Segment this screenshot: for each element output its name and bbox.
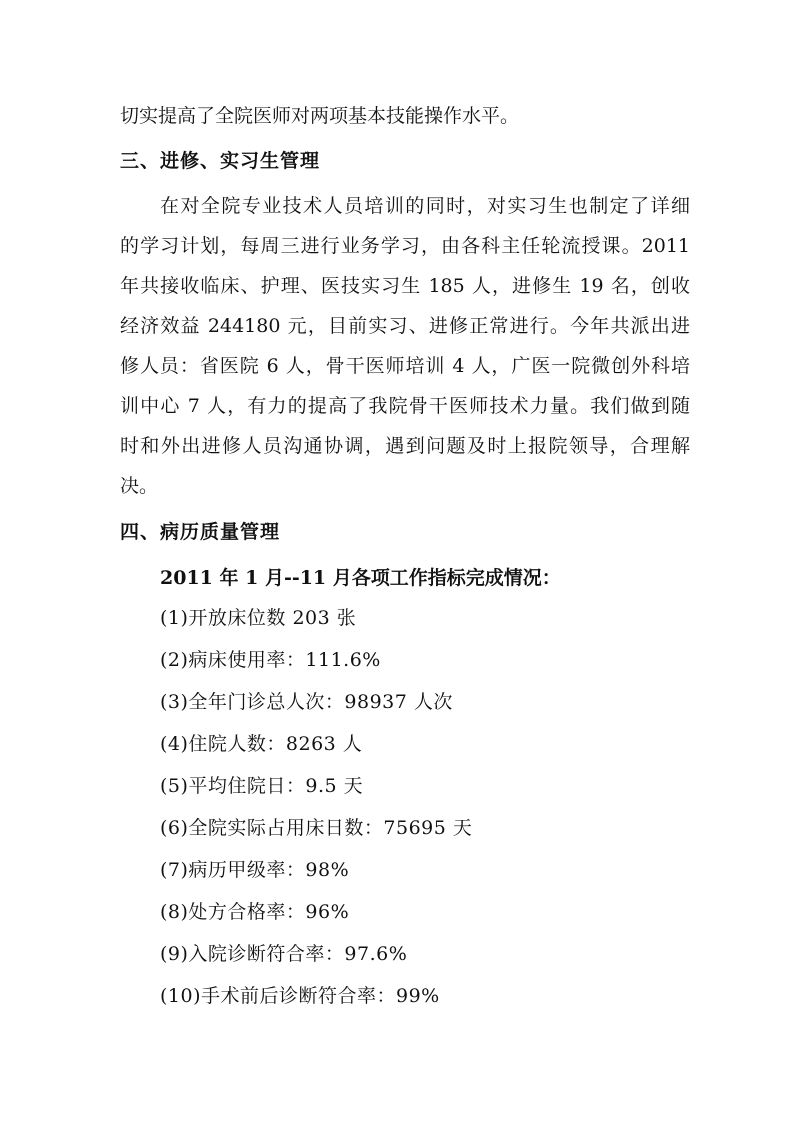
section-3-paragraph-line: 时和外出进修人员沟通协调，遇到问题及时上报院领导，合理解 [120,435,690,457]
indicator-item: (8)处方合格率：96% [160,901,350,923]
indicator-item: (2)病床使用率：111.6% [160,649,381,671]
section-3-paragraph-line: 训中心 7 人，有力的提高了我院骨干医师技术力量。我们做到随 [120,395,690,417]
section-3-heading: 三、进修、实习生管理 [120,150,321,172]
section-3-paragraph-line: 在对全院专业技术人员培训的同时，对实习生也制定了详细 [160,195,690,217]
section-3-paragraph-line: 的学习计划，每周三进行业务学习，由各科主任轮流授课。2011 [120,235,690,257]
indicator-item: (9)入院诊断符合率：97.6% [160,943,408,965]
section-3-paragraph-line: 经济效益 244180 元，目前实习、进修正常进行。今年共派出进 [120,315,690,337]
section-4-subheading: 2011 年 1 月--11 月各项工作指标完成情况： [160,567,561,589]
section-3-paragraph-line: 年共接收临床、护理、医技实习生 185 人，进修生 19 名，创收 [120,275,690,297]
indicator-item: (6)全院实际占用床日数：75695 天 [160,817,473,839]
indicator-item: (3)全年门诊总人次：98937 人次 [160,691,453,713]
section-3-paragraph-line: 修人员：省医院 6 人，骨干医师培训 4 人，广医一院微创外科培 [120,355,690,377]
section-4-heading: 四、病历质量管理 [120,521,281,543]
indicator-item: (10)手术前后诊断符合率：99% [160,985,440,1007]
indicator-item: (4)住院人数：8263 人 [160,733,363,755]
indicator-item: (5)平均住院日：9.5 天 [160,775,364,797]
intro-tail-text: 切实提高了全院医师对两项基本技能操作水平。 [120,105,520,127]
indicator-item: (7)病历甲级率：98% [160,859,350,881]
section-3-paragraph-line: 决。 [120,475,159,497]
indicator-item: (1)开放床位数 203 张 [160,607,357,629]
